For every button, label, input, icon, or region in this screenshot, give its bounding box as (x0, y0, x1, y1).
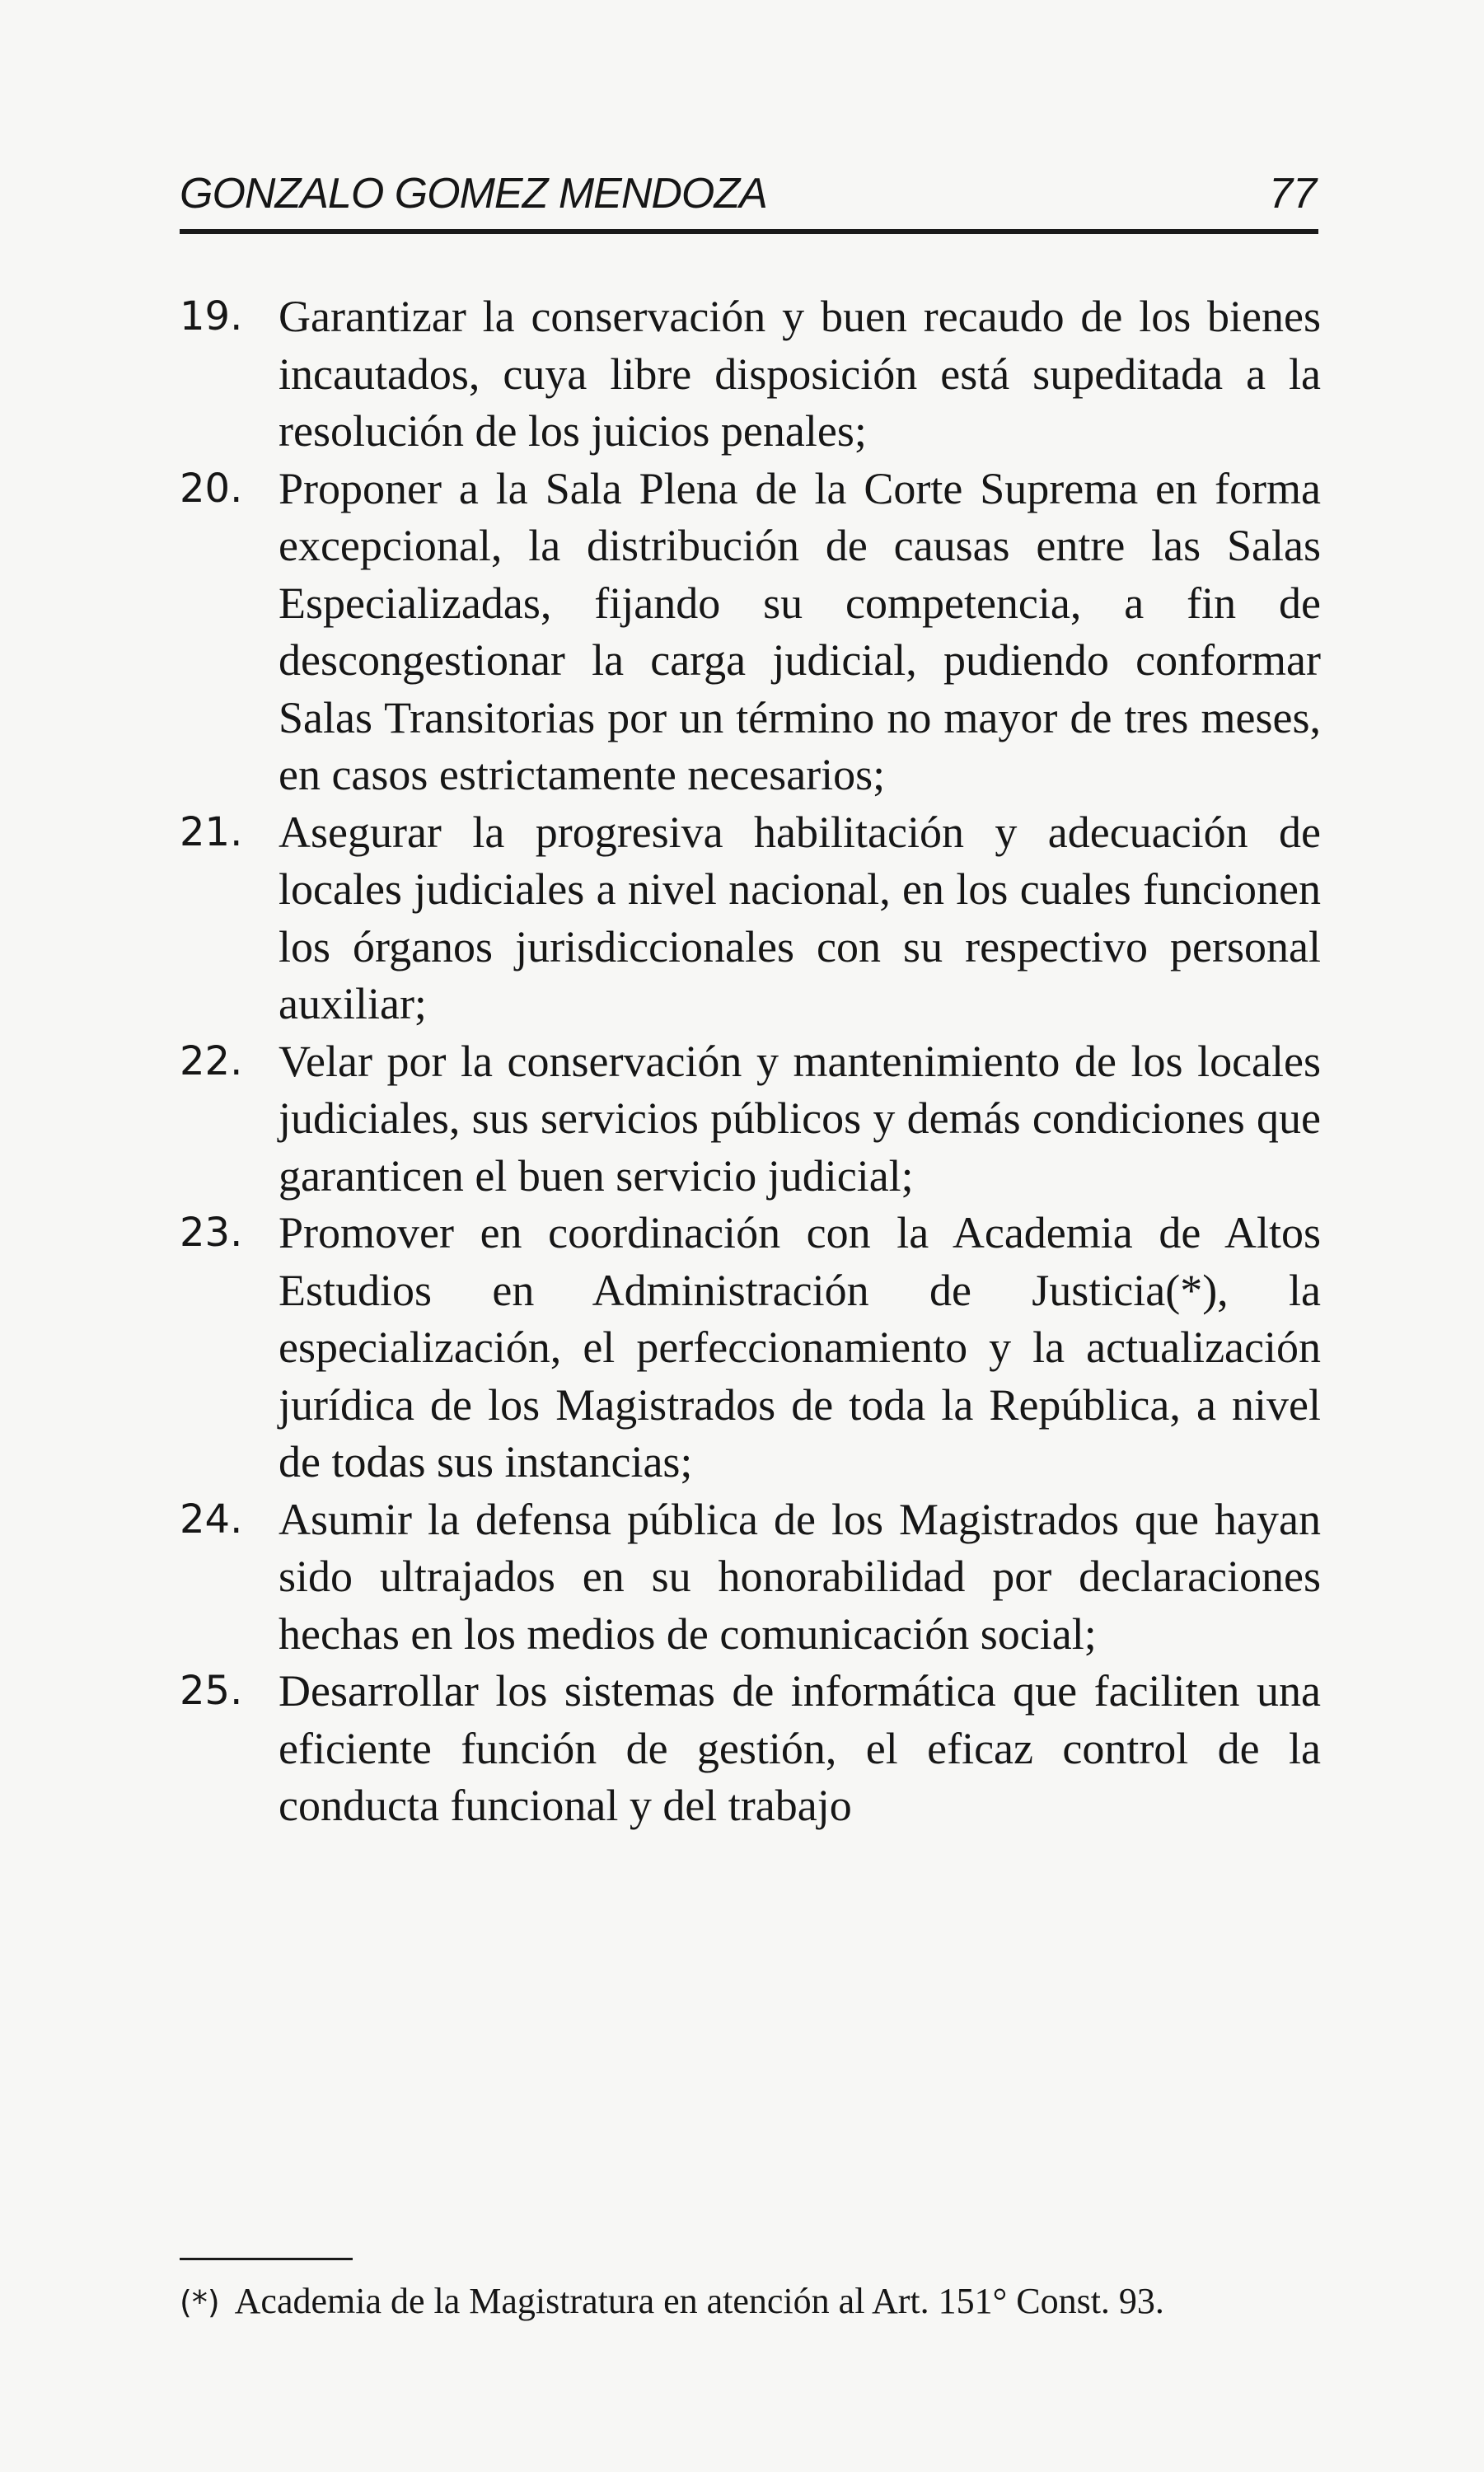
list-item (180, 1663, 1321, 1835)
list-item (180, 1491, 1321, 1664)
item-number: 23. (180, 1210, 243, 1256)
item-number: 20. (180, 465, 243, 512)
item-number: 22. (180, 1037, 243, 1084)
item-number: 24. (180, 1496, 243, 1543)
item-number: 19. (180, 293, 243, 339)
footnote-text: Academia de la Magistratura en atención al Art. 151° Const. 93. (234, 2281, 1164, 2321)
list-item (180, 461, 1321, 804)
item-number: 25. (180, 1668, 243, 1714)
item-text: Asumir la defensa pública de los Magistrados que hayan sido ultrajados en su honorabilidad por declaraciones hechas en los medios de comunicación social; (279, 1494, 1321, 1659)
page-header (180, 169, 1317, 235)
item-text: Proponer a la Sala Plena de la Corte Suprema en forma excepcional, la distribución de causas entre las Salas Especializadas, fijando su competencia, a fin de descongestionar la carga judicial, pudiendo conformar Salas Transitorias por un término no mayor de tres meses, en casos estrictamente necesarios; (279, 463, 1321, 799)
footnote-rule (180, 2258, 353, 2260)
footnote (180, 2278, 1325, 2325)
list-item (180, 1033, 1321, 1206)
list-item (180, 288, 1321, 461)
item-text: Desarrollar los sistemas de informática que faciliten una eficiente función de gestión, el eficaz control de la conducta funcional y del trabajo (279, 1666, 1321, 1830)
page-number: 77 (1269, 170, 1317, 218)
item-text: Promover en coordinación con la Academia de Altos Estudios en Administración de Justicia(*), la especialización, el perfeccionamiento y la actualización jurídica de los Magistrados de toda la República, a nivel de todas sus instancias; (279, 1208, 1321, 1486)
item-text: Asegurar la progresiva habilitación y adecuación de locales judiciales a nivel nacional, en los cuales funcionen los órganos jurisdiccionales con su respectivo personal auxiliar; (279, 807, 1321, 1028)
numbered-list (180, 288, 1321, 1835)
list-item (180, 1205, 1321, 1491)
footnote-mark: (*) (180, 2284, 220, 2320)
running-head: GONZALO GOMEZ MENDOZA (180, 170, 767, 218)
item-text: Garantizar la conservación y buen recaudo de los bienes incautados, cuya libre disposición está supeditada a la resolución de los juicios penales; (279, 292, 1321, 456)
header-rule (180, 229, 1318, 234)
item-text: Velar por la conservación y mantenimiento de los locales judiciales, sus servicios públicos y demás condiciones que garanticen el buen servicio judicial; (279, 1036, 1321, 1201)
item-number: 21. (180, 808, 243, 855)
list-item (180, 804, 1321, 1033)
